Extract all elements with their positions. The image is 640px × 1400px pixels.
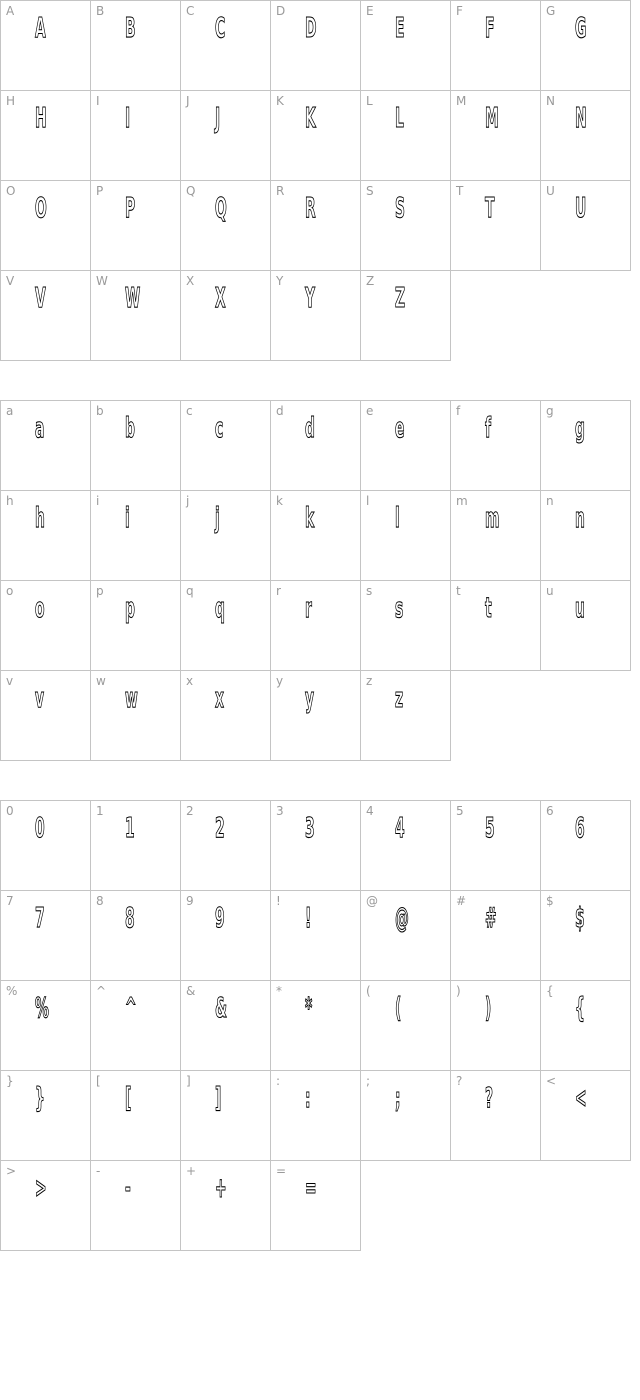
glyph-sample: < [575,1081,587,1114]
glyph-sample: ? [485,1081,494,1114]
glyph-sample: 0 [35,811,45,844]
glyph-sample: m [485,501,500,534]
glyph-cell-label: & [186,984,196,998]
glyph-cell [270,800,361,891]
glyph-sample: O [35,191,47,224]
glyph-sample: V [35,281,46,314]
glyph-sample: N [575,101,587,134]
glyph-cell [540,400,631,491]
glyph-sample: - [125,1171,131,1204]
glyph-cell [0,0,91,91]
glyph-sample: s [395,591,404,624]
glyph-cell-label: b [96,404,104,418]
glyph-sample: y [305,681,315,714]
digits-symbols-glyph-grid [0,800,632,1250]
glyph-cell [270,980,361,1071]
glyph-cell-label: X [186,274,195,288]
glyph-cell-label: + [186,1164,197,1178]
glyph-sample: T [485,191,495,224]
glyph-cell-label: T [456,184,464,198]
glyph-cell [90,1070,181,1161]
glyph-cell-label: C [186,4,195,18]
glyph-sample: = [305,1171,317,1204]
glyph-cell-label: l [366,494,370,508]
glyph-cell [0,270,91,361]
glyph-cell-label: S [366,184,374,198]
glyph-sample: Q [215,191,227,224]
glyph-sample: % [35,991,49,1024]
glyph-sample: ) [485,991,492,1024]
glyph-cell [180,270,271,361]
glyph-cell [450,1070,541,1161]
glyph-cell [90,400,181,491]
glyph-sample: J [215,101,221,134]
glyph-sample: [ [125,1081,132,1114]
glyph-cell-label: Z [366,274,375,288]
glyph-cell-label: e [366,404,374,418]
glyph-cell [270,400,361,491]
glyph-sample: S [395,191,405,224]
glyph-sample: 9 [215,901,225,934]
glyph-sample: a [35,411,45,444]
glyph-cell [540,980,631,1071]
glyph-cell-label: 7 [6,894,14,908]
glyph-cell-label: Y [276,274,284,288]
glyph-cell [270,0,361,91]
glyph-cell [540,0,631,91]
glyph-sample: 6 [575,811,585,844]
glyph-cell-label: % [6,984,18,998]
glyph-sample: $ [575,901,585,934]
glyph-cell-label: J [186,94,190,108]
glyph-cell-label: L [366,94,373,108]
glyph-cell [180,490,271,581]
glyph-cell-label: 2 [186,804,194,818]
glyph-cell-label: G [546,4,556,18]
glyph-cell [450,800,541,891]
glyph-cell-label: p [96,584,104,598]
glyph-sample: } [35,1081,45,1114]
glyph-cell [540,180,631,271]
glyph-cell-label: u [546,584,554,598]
glyph-sample: t [485,591,492,624]
glyph-cell [90,180,181,271]
glyph-cell [0,1070,91,1161]
glyph-cell-label: 9 [186,894,194,908]
glyph-cell-label: r [276,584,281,598]
glyph-cell [360,1070,451,1161]
glyph-cell [360,800,451,891]
glyph-cell [450,400,541,491]
glyph-sample: o [35,591,45,624]
glyph-cell-label: U [546,184,555,198]
glyph-cell-label: F [456,4,463,18]
glyph-cell [540,490,631,581]
glyph-cell [90,580,181,671]
glyph-cell [450,90,541,181]
glyph-cell-label: A [6,4,15,18]
glyph-cell-label: D [276,4,286,18]
glyph-sample: x [215,681,224,714]
glyph-cell-label: R [276,184,285,198]
glyph-sample: j [215,501,220,534]
glyph-cell-label: ( [366,984,371,998]
glyph-cell-label: h [6,494,14,508]
glyph-cell [270,180,361,271]
glyph-cell [180,1160,271,1251]
glyph-cell [90,890,181,981]
glyph-sample: u [575,591,585,624]
glyph-cell-label: [ [96,1074,101,1088]
glyph-sample: k [305,501,315,534]
glyph-cell [360,670,451,761]
glyph-sample: { [575,991,585,1024]
glyph-sample: 5 [485,811,495,844]
glyph-sample: z [395,681,404,714]
glyph-cell [360,400,451,491]
glyph-cell-label: n [546,494,554,508]
glyph-sample: Y [305,281,316,314]
glyph-cell-label: t [456,584,461,598]
glyph-sample: i [125,501,130,534]
glyph-cell [0,400,91,491]
glyph-cell [540,800,631,891]
glyph-cell [360,980,451,1071]
glyph-cell-label: w [96,674,106,688]
glyph-cell-label: m [456,494,468,508]
glyph-sample: K [305,101,316,134]
glyph-cell-label: M [456,94,467,108]
glyph-cell-label: $ [546,894,554,908]
glyph-cell-label: } [6,1074,14,1088]
glyph-cell [180,670,271,761]
glyph-cell [360,270,451,361]
glyph-cell-label: > [6,1164,17,1178]
glyph-cell [270,670,361,761]
glyph-sample: & [215,991,228,1024]
glyph-cell [450,180,541,271]
glyph-cell [180,400,271,491]
glyph-cell [0,1160,91,1251]
glyph-cell [270,490,361,581]
glyph-cell [360,490,451,581]
glyph-cell [540,90,631,181]
glyph-cell [270,90,361,181]
glyph-sample: l [395,501,400,534]
glyph-cell-label: - [96,1164,101,1178]
glyph-cell [90,800,181,891]
glyph-cell [90,0,181,91]
glyph-sample: M [485,101,499,134]
glyph-cell [360,0,451,91]
glyph-cell [540,890,631,981]
glyph-cell-label: 3 [276,804,284,818]
glyph-sample: 4 [395,811,405,844]
glyph-cell [450,490,541,581]
glyph-sample: 1 [125,811,135,844]
glyph-cell [180,0,271,91]
glyph-cell [450,580,541,671]
glyph-cell-label: i [96,494,100,508]
glyph-cell-label: 0 [6,804,14,818]
glyph-cell [270,890,361,981]
glyph-cell [0,180,91,271]
glyph-sample: H [35,101,47,134]
glyph-cell-label: ^ [96,984,107,998]
glyph-sample: * [305,991,313,1024]
glyph-cell [180,980,271,1071]
glyph-cell-label: v [6,674,14,688]
glyph-cell-label: B [96,4,105,18]
glyph-cell-label: Q [186,184,196,198]
glyph-cell [450,890,541,981]
glyph-cell-label: K [276,94,284,108]
glyph-sample: n [575,501,585,534]
glyph-sample: v [35,681,45,714]
glyph-sample: 2 [215,811,225,844]
glyph-sample: g [575,411,585,444]
glyph-sample: + [215,1171,227,1204]
glyph-cell-label: # [456,894,467,908]
glyph-cell [360,90,451,181]
glyph-cell [450,980,541,1071]
glyph-cell-label: z [366,674,373,688]
glyph-cell [180,90,271,181]
glyph-cell-label: ? [456,1074,463,1088]
glyph-sample: e [395,411,405,444]
glyph-cell-label: s [366,584,373,598]
glyph-sample: @ [395,901,409,934]
glyph-sample: W [125,281,141,314]
glyph-sample: U [575,191,587,224]
glyph-sample: C [215,11,226,44]
glyph-cell [540,1070,631,1161]
glyph-cell [90,270,181,361]
glyph-sample: 7 [35,901,45,934]
glyph-cell-label: @ [366,894,378,908]
glyph-sample: ! [305,901,312,934]
glyph-cell-label: f [456,404,461,418]
glyph-sample: 8 [125,901,135,934]
glyph-sample: p [125,591,135,624]
glyph-cell-label: O [6,184,16,198]
glyph-sample: ^ [125,991,137,1024]
glyph-sample: A [35,11,46,44]
glyph-sample: P [125,191,136,224]
glyph-cell-label: ; [366,1074,371,1088]
glyph-sample: d [305,411,315,444]
glyph-cell-label: E [366,4,374,18]
glyph-sample: 3 [305,811,315,844]
glyph-sample: c [215,411,224,444]
glyph-cell [540,580,631,671]
glyph-cell [90,90,181,181]
glyph-cell-label: 1 [96,804,104,818]
glyph-cell [270,580,361,671]
glyph-cell [0,980,91,1071]
glyph-cell-label: j [186,494,190,508]
glyph-cell-label: W [96,274,108,288]
glyph-cell-label: P [96,184,104,198]
glyph-cell [450,0,541,91]
glyph-sample: q [215,591,225,624]
glyph-sample: > [35,1171,47,1204]
glyph-cell-label: o [6,584,14,598]
glyph-cell [270,1160,361,1251]
glyph-cell-label: d [276,404,284,418]
glyph-sample: w [125,681,138,714]
glyph-cell-label: V [6,274,15,288]
glyph-sample: B [125,11,136,44]
glyph-cell-label: = [276,1164,287,1178]
glyph-cell [270,270,361,361]
glyph-sample: Z [395,281,406,314]
glyph-cell-label: { [546,984,554,998]
glyph-sample: ( [395,991,402,1024]
glyph-cell-label: 8 [96,894,104,908]
glyph-cell [0,800,91,891]
glyph-sample: F [485,11,495,44]
glyph-cell [270,1070,361,1161]
glyph-cell [180,800,271,891]
glyph-sample: : [305,1081,311,1114]
glyph-cell [90,670,181,761]
glyph-cell-label: 4 [366,804,374,818]
glyph-cell [180,1070,271,1161]
glyph-cell [360,180,451,271]
glyph-cell-label: a [6,404,14,418]
uppercase-glyph-grid [0,0,632,360]
glyph-cell [90,1160,181,1251]
glyph-cell [360,580,451,671]
glyph-sample: f [485,411,492,444]
lowercase-glyph-grid [0,400,632,760]
glyph-cell [0,580,91,671]
glyph-cell-label: H [6,94,16,108]
glyph-cell [0,890,91,981]
glyph-cell-label: I [96,94,100,108]
glyph-cell [0,490,91,581]
glyph-cell-label: ! [276,894,281,908]
glyph-cell-label: ) [456,984,461,998]
glyph-sample: X [215,281,226,314]
glyph-cell-label: 5 [456,804,464,818]
glyph-sample: # [485,901,497,934]
glyph-cell [0,670,91,761]
glyph-cell-label: ] [186,1074,191,1088]
glyph-sample: R [305,191,316,224]
glyph-cell-label: c [186,404,193,418]
glyph-sample: I [125,101,131,134]
glyph-cell-label: N [546,94,555,108]
glyph-cell-label: x [186,674,194,688]
glyph-cell [180,580,271,671]
glyph-cell [0,90,91,181]
glyph-cell [180,890,271,981]
glyph-cell [90,980,181,1071]
glyph-cell-label: * [276,984,282,998]
glyph-sample: ; [395,1081,401,1114]
glyph-cell-label: g [546,404,554,418]
glyph-sample: D [305,11,317,44]
glyph-cell [90,490,181,581]
glyph-sample: L [395,101,404,134]
glyph-cell-label: k [276,494,283,508]
glyph-cell-label: < [546,1074,557,1088]
glyph-cell [360,890,451,981]
glyph-sample: E [395,11,405,44]
glyph-cell [180,180,271,271]
glyph-sample: h [35,501,45,534]
glyph-sample: r [305,591,312,624]
glyph-sample: b [125,411,135,444]
glyph-cell-label: 6 [546,804,554,818]
glyph-sample: G [575,11,587,44]
glyph-cell-label: q [186,584,194,598]
glyph-cell-label: y [276,674,284,688]
glyph-cell-label: : [276,1074,281,1088]
glyph-sample: ] [215,1081,222,1114]
